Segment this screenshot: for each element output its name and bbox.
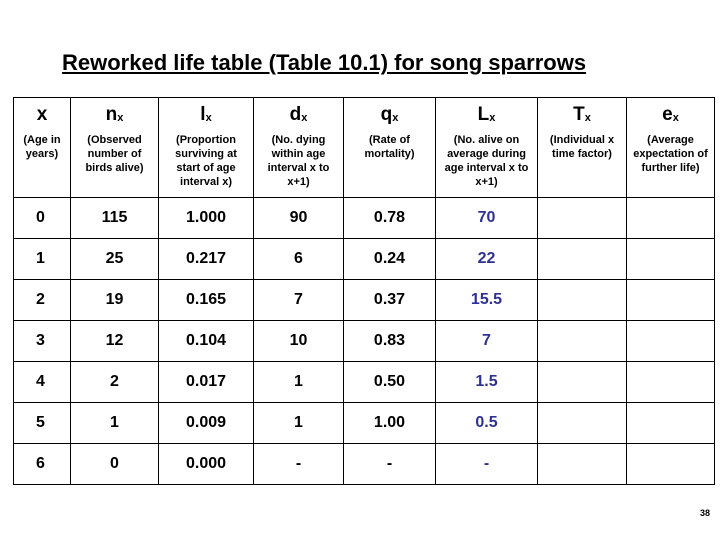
column-symbol-subscript: x [489,112,496,124]
table-cell: 0.000 [159,444,254,485]
table-cell [538,239,627,280]
table-cell: 0.165 [159,280,254,321]
column-symbol [627,104,714,129]
column-symbol [538,104,626,129]
table-cell: 0 [14,198,71,239]
column-symbol-main: d [289,104,302,125]
table-row [14,198,715,239]
life-table [13,97,715,485]
column-symbol-main: e [662,104,673,125]
column-symbol-main: x [36,104,48,125]
column-header [627,98,715,198]
table-cell: 1 [254,403,344,444]
column-description: (Observed number of birds alive) [85,134,144,174]
column-description: (No. dying within age interval x to x+1) [267,134,330,188]
column-header [71,98,159,198]
table-cell: 0.50 [344,362,436,403]
column-header [254,98,344,198]
column-description: (Age in years) [23,134,61,160]
column-header [14,98,71,198]
table-cell [538,198,627,239]
column-symbol-subscript: x [672,112,679,124]
column-description: (Proportion surviving at start of age interval x) [175,134,237,188]
table-cell: 1 [71,403,159,444]
table-row [14,444,715,485]
column-symbol-main: q [380,104,393,125]
table-cell: 6 [14,444,71,485]
table-row [14,280,715,321]
table-cell: - [344,444,436,485]
column-symbol-main: T [573,104,585,125]
column-symbol [344,104,435,129]
column-symbol [71,104,158,129]
header-row [14,98,715,198]
column-header [436,98,538,198]
column-symbol-main: l [200,104,206,125]
table-row [14,362,715,403]
column-symbol-subscript: x [301,112,308,124]
column-symbol-main: n [105,104,118,125]
table-cell: 15.5 [436,280,538,321]
table-cell: 70 [436,198,538,239]
page-number: 38 [699,508,710,518]
table-cell [627,321,715,362]
table-cell: 10 [254,321,344,362]
column-symbol [14,104,70,129]
table-cell: 2 [71,362,159,403]
table-cell: 0.217 [159,239,254,280]
table-cell [627,403,715,444]
table-cell: 0.017 [159,362,254,403]
table-cell: 0.104 [159,321,254,362]
table-cell: 115 [71,198,159,239]
table-cell: 1.00 [344,403,436,444]
column-description: (Individual x time factor) [549,134,615,160]
table-cell: 5 [14,403,71,444]
table-cell [627,280,715,321]
table-cell [627,198,715,239]
column-header [159,98,254,198]
table-cell: 1 [14,239,71,280]
table-cell [538,403,627,444]
column-description: (No. alive on average during age interval x to x+1) [444,134,529,188]
column-symbol [254,104,343,129]
table-cell: 7 [436,321,538,362]
table-row [14,403,715,444]
table-cell: 1.000 [159,198,254,239]
table-cell: 90 [254,198,344,239]
table-cell: 1.5 [436,362,538,403]
table-cell: 25 [71,239,159,280]
table-cell: - [436,444,538,485]
page-title: Reworked life table (Table 10.1) for song sparrows [62,50,587,75]
table-cell: 19 [71,280,159,321]
table-cell: 3 [14,321,71,362]
table-cell [538,362,627,403]
table-cell: 0.37 [344,280,436,321]
column-symbol [436,104,537,129]
table-cell [538,321,627,362]
table-cell: 7 [254,280,344,321]
column-symbol-subscript: x [205,112,212,124]
table-cell [627,362,715,403]
table-row [14,239,715,280]
table-cell: 0.24 [344,239,436,280]
table-cell: 0.83 [344,321,436,362]
column-symbol [159,104,253,129]
table-cell: 6 [254,239,344,280]
column-header [344,98,436,198]
column-symbol-subscript: x [392,112,399,124]
column-description: (Average expectation of further life) [633,134,708,174]
table-cell: 0.5 [436,403,538,444]
table-cell: 0.78 [344,198,436,239]
table-cell [627,239,715,280]
table-cell: 1 [254,362,344,403]
table-cell: 0 [71,444,159,485]
column-header [538,98,627,198]
table-cell: - [254,444,344,485]
table-cell: 0.009 [159,403,254,444]
table-cell [627,444,715,485]
column-description: (Rate of mortality) [364,134,415,160]
column-symbol-subscript: x [584,112,591,124]
table-cell: 12 [71,321,159,362]
table-cell: 4 [14,362,71,403]
column-symbol-main: L [477,104,490,125]
column-symbol-subscript: x [117,112,124,124]
table-cell [538,444,627,485]
table-row [14,321,715,362]
table-cell [538,280,627,321]
table-cell: 22 [436,239,538,280]
table-cell: 2 [14,280,71,321]
